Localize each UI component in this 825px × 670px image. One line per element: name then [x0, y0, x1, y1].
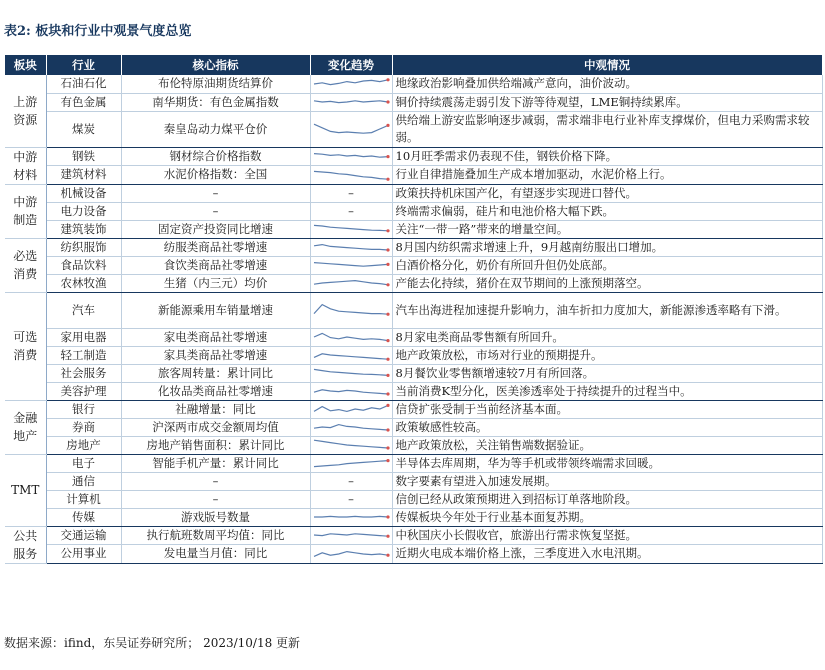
sparkline-line [314, 263, 388, 267]
table-row [5, 147, 822, 166]
trend-cell: – [310, 184, 392, 202]
summary-cell: 8月家电类商品零售额有所回升。 [392, 328, 822, 346]
indicator-cell: – [121, 472, 310, 490]
sparkline-line [314, 425, 388, 430]
sparkline-line [314, 245, 388, 250]
sparkline-end-point [386, 283, 389, 286]
industry-cell: 美容护理 [46, 382, 121, 400]
sector-cell: 金融 地产 [5, 400, 46, 454]
industry-cell: 电力设备 [46, 202, 121, 220]
sparkline-end-point [386, 553, 389, 556]
summary-cell: 政策敏感性较高。 [392, 418, 822, 436]
summary-cell: 供给端上游安监影响逐步减弱，需求端非电行业补库支撑煤价，但电力采购需求较弱。 [392, 111, 822, 147]
industry-cell: 食品饮料 [46, 256, 121, 274]
header-sector: 板块 [5, 55, 46, 75]
trend-cell [310, 238, 392, 256]
indicator-cell: 布伦特原油期货结算价 [121, 75, 310, 93]
industry-cell: 煤炭 [46, 111, 121, 147]
sparkline [312, 509, 390, 525]
trend-cell [310, 220, 392, 238]
indicator-cell: 家具类商品社零增速 [121, 346, 310, 364]
industry-cell: 轻工制造 [46, 346, 121, 364]
sparkline-end-point [386, 248, 389, 251]
trend-cell [310, 526, 392, 545]
sparkline-end-point [386, 78, 389, 81]
sparkline [312, 365, 390, 381]
industry-cell: 券商 [46, 418, 121, 436]
summary-cell: 数字要素有望进入加速发展期。 [392, 472, 822, 490]
indicator-cell: 南华期货：有色金属指数 [121, 93, 310, 111]
sparkline [312, 546, 390, 562]
table-row [5, 202, 822, 220]
industry-cell: 房地产 [46, 436, 121, 454]
sparkline-line [314, 225, 388, 230]
sparkline-end-point [386, 428, 389, 431]
sparkline [312, 347, 390, 363]
table-row [5, 382, 822, 400]
industry-cell: 电子 [46, 454, 121, 472]
sparkline [312, 257, 390, 273]
summary-cell: 产能去化持续，猪价在双节期间的上涨预期落空。 [392, 274, 822, 292]
trend-cell [310, 328, 392, 346]
indicator-cell: 房地产销售面积：累计同比 [121, 436, 310, 454]
industry-cell: 社会服务 [46, 364, 121, 382]
table-row [5, 472, 822, 490]
summary-cell: 汽车出海进程加速提升影响力，油车折扣力度加大，新能源渗透率略有下滑。 [392, 292, 822, 328]
indicator-cell: 游戏版号数量 [121, 508, 310, 526]
sparkline-line [314, 124, 388, 133]
sparkline-line [314, 80, 388, 85]
sparkline-end-point [386, 459, 389, 462]
industry-cell: 计算机 [46, 490, 121, 508]
indicator-cell: 家电类商品社零增速 [121, 328, 310, 346]
industry-cell: 机械设备 [46, 184, 121, 202]
trend-cell [310, 418, 392, 436]
trend-cell [310, 382, 392, 400]
sparkline-end-point [386, 446, 389, 449]
indicator-cell: 固定资产投资同比增速 [121, 220, 310, 238]
summary-cell: 地缘政治影响叠加供给端减产意向，油价波动。 [392, 75, 822, 93]
sector-cell: TMT [5, 454, 46, 526]
indicator-cell: 执行航班数周平均值：同比 [121, 526, 310, 545]
summary-cell: 关注“一带一路”带来的增量空间。 [392, 220, 822, 238]
header-summary: 中观情况 [392, 55, 822, 75]
sparkline [312, 76, 390, 92]
trend-cell: – [310, 490, 392, 508]
sparkline [312, 221, 390, 237]
trend-cell [310, 93, 392, 111]
sector-cell: 中游 材料 [5, 147, 46, 184]
sparkline-line [314, 516, 388, 517]
indicator-cell: – [121, 202, 310, 220]
table-row [5, 292, 822, 328]
source-note: 数据来源：ifind，东吴证券研究所； 2023/10/18 更新 [4, 636, 301, 650]
industry-cell: 传媒 [46, 508, 121, 526]
sparkline-line [314, 440, 388, 448]
indicator-cell: 秦皇岛动力煤平仓价 [121, 111, 310, 147]
trend-cell [310, 454, 392, 472]
sparkline [312, 167, 390, 183]
sparkline-line [314, 171, 388, 179]
industry-cell: 农林牧渔 [46, 274, 121, 292]
sparkline [312, 94, 390, 110]
trend-cell [310, 274, 392, 292]
sparkline-line [314, 369, 388, 375]
sector-cell: 可选 消费 [5, 292, 46, 400]
indicator-cell: 社融增量：同比 [121, 400, 310, 418]
trend-cell [310, 400, 392, 418]
table-header-row [5, 55, 822, 75]
industry-cell: 纺织服饰 [46, 238, 121, 256]
sparkline-line [314, 461, 388, 467]
sparkline-end-point [386, 392, 389, 395]
sparkline [312, 275, 390, 291]
sector-cell: 上游 资源 [5, 75, 46, 147]
sparkline-line [314, 333, 388, 340]
indicator-cell: 生猪（内三元）均价 [121, 274, 310, 292]
sparkline [312, 419, 390, 435]
sparkline-end-point [386, 313, 389, 316]
summary-cell: 半导体去库周期，华为等手机或带领终端需求回暖。 [392, 454, 822, 472]
table-row [5, 400, 822, 418]
table-row [5, 454, 822, 472]
indicator-cell: 食饮类商品社零增速 [121, 256, 310, 274]
indicator-cell: 智能手机产量：累计同比 [121, 454, 310, 472]
trend-cell [310, 75, 392, 93]
summary-cell: 地产政策放松，关注销售端数据验证。 [392, 436, 822, 454]
table-row [5, 111, 822, 147]
table-row [5, 93, 822, 111]
summary-cell: 政策扶持机床国产化，有望逐步实现进口替代。 [392, 184, 822, 202]
trend-cell [310, 111, 392, 147]
sparkline [312, 527, 390, 543]
table-row [5, 238, 822, 256]
sparkline-end-point [386, 339, 389, 342]
table-row [5, 545, 822, 564]
sparkline-end-point [386, 374, 389, 377]
indicator-cell: 纺服类商品社零增速 [121, 238, 310, 256]
sparkline-end-point [386, 404, 389, 407]
industry-cell: 公用事业 [46, 545, 121, 564]
trend-cell [310, 436, 392, 454]
sparkline-end-point [386, 535, 389, 538]
sparkline [312, 437, 390, 453]
header-trend: 变化趋势 [310, 55, 392, 75]
industry-cell: 银行 [46, 400, 121, 418]
industry-cell: 建筑材料 [46, 166, 121, 185]
table-row [5, 220, 822, 238]
table-row [5, 346, 822, 364]
summary-cell: 地产政策放松，市场对行业的预期提升。 [392, 346, 822, 364]
sentiment-table [5, 55, 823, 564]
trend-cell [310, 166, 392, 185]
industry-cell: 建筑装饰 [46, 220, 121, 238]
summary-cell: 终端需求偏弱，硅片和电池价格大幅下跌。 [392, 202, 822, 220]
header-industry: 行业 [46, 55, 121, 75]
sparkline-end-point [386, 177, 389, 180]
table-row [5, 436, 822, 454]
sparkline [312, 455, 390, 471]
sparkline [312, 239, 390, 255]
indicator-cell: 发电量当月值：同比 [121, 545, 310, 564]
table-row [5, 508, 822, 526]
trend-cell: – [310, 472, 392, 490]
indicator-cell: 钢材综合价格指数 [121, 147, 310, 166]
trend-cell [310, 545, 392, 564]
indicator-cell: 沪深两市成交金额周均值 [121, 418, 310, 436]
summary-cell: 传媒板块今年处于行业基本面复苏期。 [392, 508, 822, 526]
summary-cell: 白酒价格分化，奶价有所回升但仍处底部。 [392, 256, 822, 274]
sparkline-line [314, 154, 388, 158]
sparkline-line [314, 101, 388, 103]
summary-cell: 信创已经从政策预期进入到招标订单落地阶段。 [392, 490, 822, 508]
table-row [5, 490, 822, 508]
sparkline [312, 302, 390, 318]
summary-cell: 铜价持续震荡走弱引发下游等待观望，LME铜持续累库。 [392, 93, 822, 111]
industry-cell: 交通运输 [46, 526, 121, 545]
summary-cell: 行业自律措施叠加生产成本增加驱动，水泥价格上行。 [392, 166, 822, 185]
summary-cell: 8月餐饮业零售额增速较7月有所回落。 [392, 364, 822, 382]
table-row [5, 256, 822, 274]
sparkline-end-point [386, 100, 389, 103]
trend-cell: – [310, 202, 392, 220]
trend-cell [310, 346, 392, 364]
table-body [5, 75, 822, 563]
industry-cell: 通信 [46, 472, 121, 490]
sparkline [312, 329, 390, 345]
sparkline-line [314, 305, 388, 315]
table-row [5, 526, 822, 545]
summary-cell: 近期火电成本端价格上涨，三季度进入水电汛期。 [392, 545, 822, 564]
sparkline [312, 148, 390, 164]
table-row [5, 274, 822, 292]
sector-cell: 中游 制造 [5, 184, 46, 238]
trend-cell [310, 508, 392, 526]
indicator-cell: – [121, 184, 310, 202]
indicator-cell: 新能源乘用车销量增速 [121, 292, 310, 328]
indicator-cell: 化妆品类商品社零增速 [121, 382, 310, 400]
table-row [5, 75, 822, 93]
sparkline-end-point [386, 515, 389, 518]
sector-cell: 公共 服务 [5, 526, 46, 563]
sector-cell: 必选 消费 [5, 238, 46, 292]
sparkline-end-point [386, 358, 389, 361]
sparkline-end-point [386, 155, 389, 158]
sparkline-end-point [386, 263, 389, 266]
industry-cell: 钢铁 [46, 147, 121, 166]
sparkline-line [314, 354, 388, 359]
sparkline-end-point [386, 124, 389, 127]
sparkline-line [314, 281, 388, 285]
header-indicator: 核心指标 [121, 55, 310, 75]
indicator-cell: – [121, 490, 310, 508]
indicator-cell: 旅客周转量：累计同比 [121, 364, 310, 382]
table-row [5, 418, 822, 436]
summary-cell: 10月旺季需求仍表现不佳，钢铁价格下降。 [392, 147, 822, 166]
table-row [5, 364, 822, 382]
trend-cell [310, 292, 392, 328]
sparkline-end-point [386, 229, 389, 232]
indicator-cell: 水泥价格指数：全国 [121, 166, 310, 185]
sparkline-line [314, 390, 388, 394]
trend-cell [310, 364, 392, 382]
summary-cell: 中秋国庆小长假收官，旅游出行需求恢复坚挺。 [392, 526, 822, 545]
table-row [5, 166, 822, 185]
table-title: 表2: 板块和行业中观景气度总览 [4, 24, 192, 39]
industry-cell: 家用电器 [46, 328, 121, 346]
industry-cell: 石油石化 [46, 75, 121, 93]
summary-cell: 信贷扩张受制于当前经济基本面。 [392, 400, 822, 418]
sparkline [312, 383, 390, 399]
table-row [5, 328, 822, 346]
table-row [5, 184, 822, 202]
sparkline [312, 121, 390, 137]
industry-cell: 汽车 [46, 292, 121, 328]
industry-cell: 有色金属 [46, 93, 121, 111]
sparkline-line [314, 405, 388, 411]
summary-cell: 当前消费K型分化，医美渗透率处于持续提升的过程当中。 [392, 382, 822, 400]
sparkline [312, 401, 390, 417]
sparkline-line [314, 551, 388, 556]
trend-cell [310, 256, 392, 274]
sparkline-line [314, 534, 388, 536]
summary-cell: 8月国内纺织需求增速上升，9月越南纺服出口增加。 [392, 238, 822, 256]
trend-cell [310, 147, 392, 166]
